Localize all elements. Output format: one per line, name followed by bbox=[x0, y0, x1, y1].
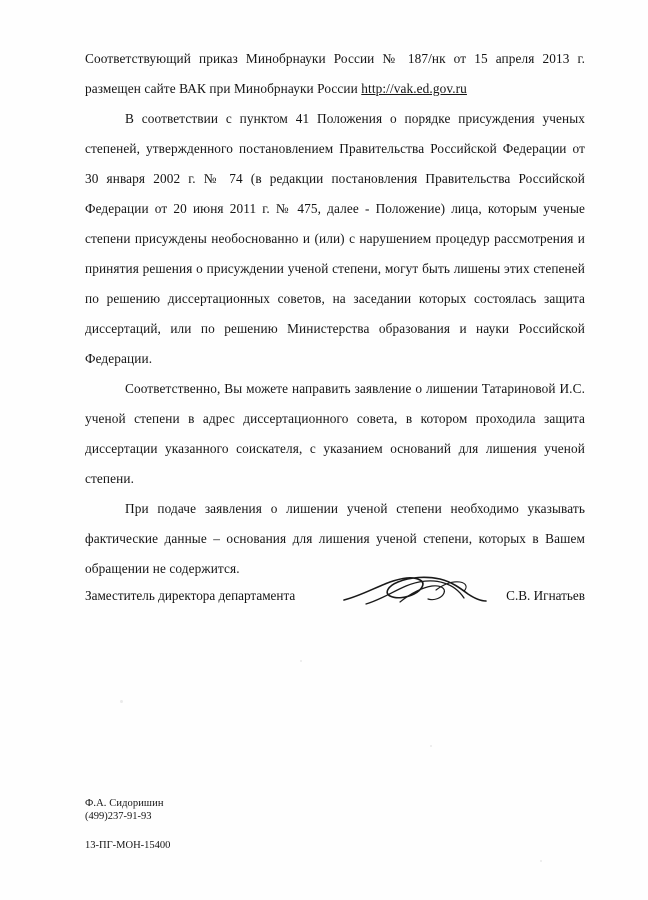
document-footer bbox=[85, 797, 485, 852]
scan-speck bbox=[300, 660, 302, 662]
paragraph-4: При подаче заявления о лишении ученой степени необходимо указывать фактические данные – основания для лишения ученой степени, которых в Вашем обращении не содержится. bbox=[85, 501, 585, 576]
executor-name: Ф.А. Сидоришин bbox=[85, 798, 164, 809]
scan-speck bbox=[540, 860, 542, 862]
signatory-name: С.В. Игнатьев bbox=[506, 588, 585, 603]
paragraph-1-text: Соответствующий приказ Минобрнауки России № 187/нк от 15 апреля 2013 г. размещен сайте ВАК при Минобрнауки России bbox=[85, 51, 585, 96]
paragraph-3: Соответственно, Вы можете направить заявление о лишении Татариновой И.С. ученой степени в адрес диссертационного совета, в котором проходила защита диссертации указанного соискателя, с указанием оснований для лишения ученой степени. bbox=[85, 381, 585, 486]
document-code: 13-ПГ-МОН-15400 bbox=[85, 840, 171, 851]
vak-website-link[interactable]: http://vak.ed.gov.ru bbox=[361, 81, 467, 96]
handwritten-signature-icon bbox=[340, 570, 490, 616]
signatory-position: Заместитель директора департамента bbox=[85, 588, 296, 603]
paragraph-1 bbox=[85, 44, 585, 104]
signature-block bbox=[85, 582, 585, 622]
paragraph-2: В соответствии с пунктом 41 Положения о порядке присуждения ученых степеней, утвержденного постановлением Правительства Российской Федерации от 30 января 2002 г. № 74 (в редакции постановления Правительства Российской Федерации от 20 июня 2011 г. № 475, далее - Положение) лица, которым ученые степени присуждены необоснованно и (или) с нарушением процедур рассмотрения и принятия решения о присуждении ученой степени, могут быть лишены этих степеней по решению диссертационных советов, на заседании которых состоялась защита диссертаций, или по решению Министерства образования и науки Российской Федерации. bbox=[85, 111, 585, 366]
scan-speck bbox=[430, 745, 432, 747]
executor-phone: (499)237-91-93 bbox=[85, 811, 152, 822]
scan-speck bbox=[120, 700, 123, 703]
document-body bbox=[85, 44, 585, 584]
